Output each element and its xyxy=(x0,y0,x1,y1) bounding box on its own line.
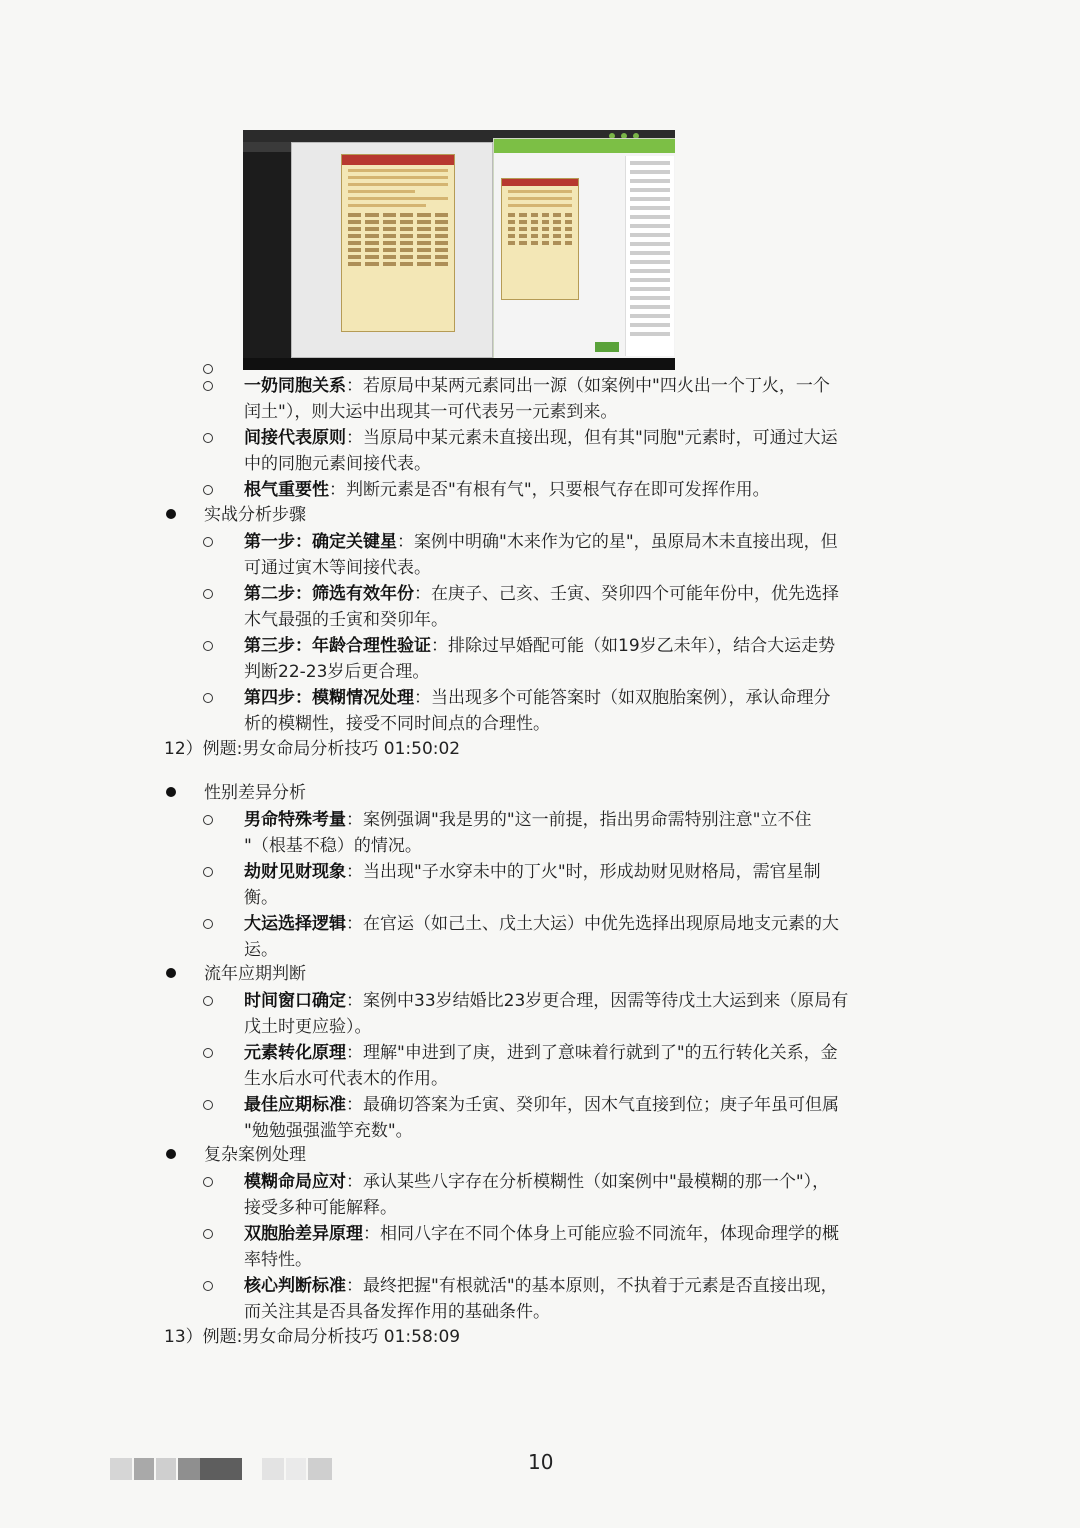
list-item-text: 生水后水可代表木的作用。 xyxy=(244,1069,448,1089)
screenshot-app-bar xyxy=(243,142,293,152)
list-item-text: 根气重要性：判断元素是否"有根有气"，只要根气存在即可发挥作用。 xyxy=(244,480,770,500)
list-item-text: 衡。 xyxy=(244,888,278,908)
embedded-screenshot xyxy=(243,130,675,370)
screenshot-contact-list xyxy=(625,156,674,356)
list-item-text: 最佳应期标准：最确切答案为壬寅、癸卯年，因木气直接到位；庚子年虽可但属 xyxy=(244,1095,839,1115)
list-item-text: 闰土"），则大运中出现其一可代表另一元素到来。 xyxy=(244,402,618,422)
bullet-circle-icon xyxy=(203,919,213,929)
list-item-text: 大运选择逻辑：在官运（如己土、戊土大运）中优先选择出现原局地支元素的大 xyxy=(244,914,839,934)
bullet-circle-icon xyxy=(203,364,213,374)
screenshot-taskbar xyxy=(243,358,675,370)
list-item-text: 率特性。 xyxy=(244,1250,312,1270)
list-item-text: 元素转化原理：理解"申进到了庚，进到了意味着行就到了"的五行转化关系，金 xyxy=(244,1043,838,1063)
section-heading: 性别差异分析 xyxy=(204,783,306,803)
section-heading: 复杂案例处理 xyxy=(204,1145,306,1165)
list-item-text: 判断22-23岁后更合理。 xyxy=(244,662,430,682)
bullet-circle-icon xyxy=(203,381,213,391)
list-item-text: 运。 xyxy=(244,940,278,960)
bullet-circle-icon xyxy=(203,996,213,1006)
list-item-text: "勉勉强强滥竽充数"。 xyxy=(244,1121,413,1141)
list-item-text: 析的模糊性，接受不同时间点的合理性。 xyxy=(244,714,550,734)
bullet-circle-icon xyxy=(203,1229,213,1239)
list-item-text: 戊土时更应验）。 xyxy=(244,1017,372,1037)
bullet-circle-icon xyxy=(203,1100,213,1110)
list-item-text: 核心判断标准：最终把握"有根就活"的基本原则，不执着于元素是否直接出现， xyxy=(244,1276,838,1296)
list-item-text: 接受多种可能解释。 xyxy=(244,1198,397,1218)
list-item-text: 而关注其是否具备发挥作用的基础条件。 xyxy=(244,1302,550,1322)
bullet-circle-icon xyxy=(203,1281,213,1291)
numbered-heading: 13）例题:男女命局分析技巧 01:58:09 xyxy=(164,1327,461,1347)
blurred-watermark xyxy=(110,1458,132,1480)
list-item-text: "（根基不稳）的情况。 xyxy=(244,836,422,856)
section-heading: 流年应期判断 xyxy=(204,964,306,984)
list-item-text: 可通过寅木等间接代表。 xyxy=(244,558,431,578)
screenshot-chart-document-small xyxy=(501,178,579,300)
bullet-dot-icon xyxy=(166,968,176,978)
list-item-text: 一奶同胞关系：若原局中某两元素同出一源（如案例中"四火出一个丁火，一个 xyxy=(244,376,830,396)
bullet-circle-icon xyxy=(203,641,213,651)
bullet-circle-icon xyxy=(203,815,213,825)
list-item-text: 第三步：年龄合理性验证：排除过早婚配可能（如19岁乙未年），结合大运走势 xyxy=(244,636,836,656)
list-item-text: 时间窗口确定：案例中33岁结婚比23岁更合理，因需等待戊土大运到来（原局有 xyxy=(244,991,849,1011)
page-number: 10 xyxy=(528,1450,554,1474)
list-item-text: 第二步：筛选有效年份：在庚子、己亥、壬寅、癸卯四个可能年份中，优先选择 xyxy=(244,584,839,604)
section-heading: 实战分析步骤 xyxy=(204,505,306,525)
bullet-circle-icon xyxy=(203,1048,213,1058)
bullet-circle-icon xyxy=(203,589,213,599)
list-item-text: 间接代表原则：当原局中某元素未直接出现，但有其"同胞"元素时，可通过大运 xyxy=(244,428,838,448)
list-item-text: 第四步：模糊情况处理：当出现多个可能答案时（如双胞胎案例），承认命理分 xyxy=(244,688,831,708)
bullet-dot-icon xyxy=(166,1149,176,1159)
bullet-circle-icon xyxy=(203,537,213,547)
bullet-circle-icon xyxy=(203,1177,213,1187)
list-item-text: 中的同胞元素间接代表。 xyxy=(244,454,431,474)
list-item-text: 双胞胎差异原理：相同八字在不同个体身上可能应验不同流年，体现命理学的概 xyxy=(244,1224,839,1244)
screenshot-chart-document xyxy=(341,154,455,332)
list-item-text: 劫财见财现象：当出现"子水穿未中的丁火"时，形成劫财见财格局，需官星制 xyxy=(244,862,821,882)
list-item-text: 男命特殊考量：案例强调"我是男的"这一前提，指出男命需特别注意"立不住 xyxy=(244,810,812,830)
list-item-text: 模糊命局应对：承认某些八字存在分析模糊性（如案例中"最模糊的那一个"）， xyxy=(244,1172,830,1192)
bullet-circle-icon xyxy=(203,867,213,877)
bullet-circle-icon xyxy=(203,693,213,703)
list-item-text: 木气最强的壬寅和癸卯年。 xyxy=(244,610,448,630)
bullet-circle-icon xyxy=(203,433,213,443)
bullet-dot-icon xyxy=(166,787,176,797)
numbered-heading: 12）例题:男女命局分析技巧 01:50:02 xyxy=(164,739,461,759)
bullet-dot-icon xyxy=(166,509,176,519)
list-item-text: 第一步：确定关键星：案例中明确"木来作为它的星"，虽原局木未直接出现，但 xyxy=(244,532,838,552)
screenshot-send-button xyxy=(595,342,619,352)
bullet-circle-icon xyxy=(203,485,213,495)
